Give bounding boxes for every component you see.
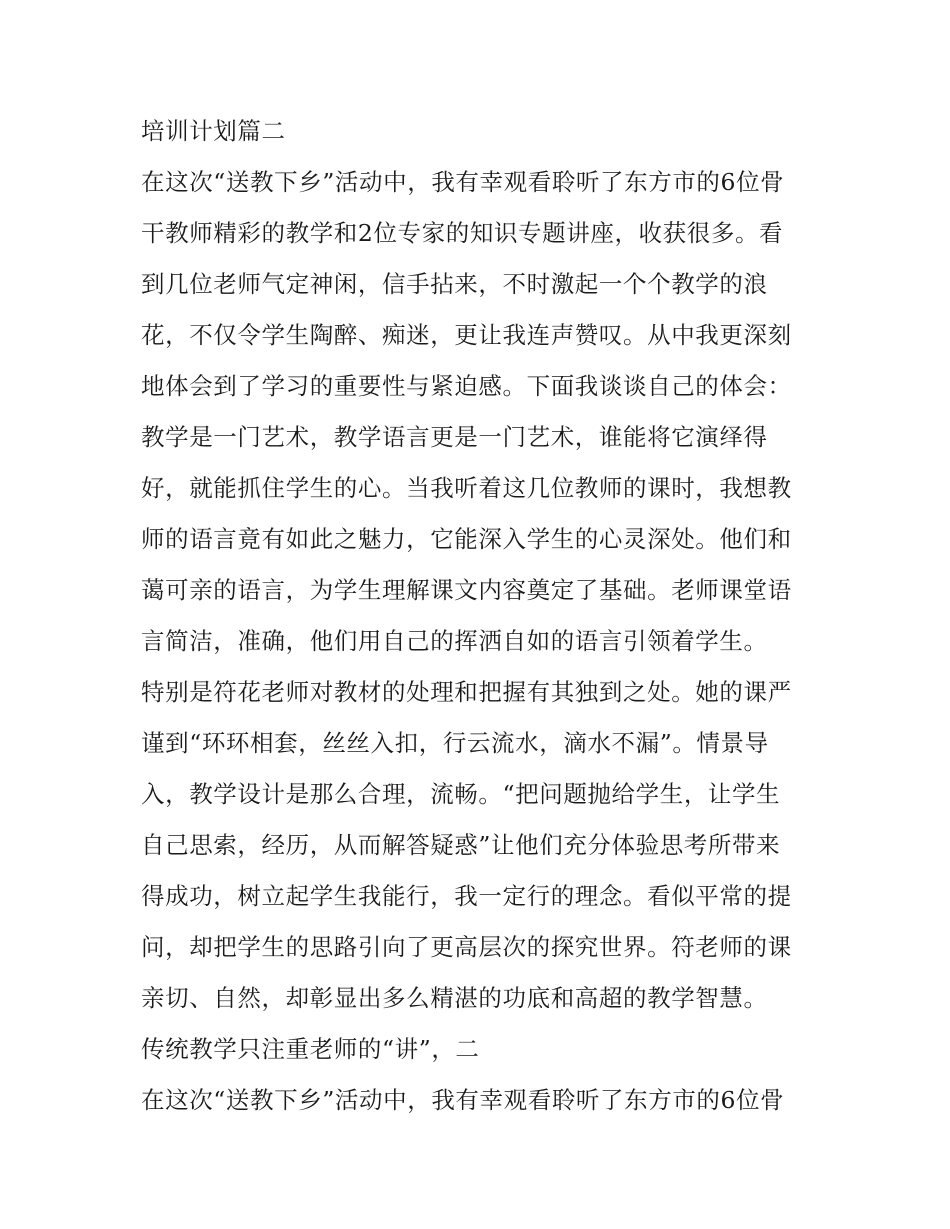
text-line: 自己思索，经历，从而解答疑惑”让他们充分体验思考所带来 — [141, 831, 781, 859]
text-line: 得成功，树立起学生我能行，我一定行的理念。看似平常的提 — [141, 882, 792, 910]
text-line: 在这次“送教下乡”活动中，我有幸观看聆听了东方市的6位骨 — [141, 168, 785, 196]
text-line: 谨到“环环相套，丝丝入扣，行云流水，滴水不漏”。情景导 — [141, 729, 769, 757]
text-line: 好，就能抓住学生的心。当我听着这几位教师的课时，我想教 — [141, 474, 792, 502]
text-line: 特别是符花老师对教材的处理和把握有其独到之处。她的课严 — [141, 678, 792, 706]
text-line: 蔼可亲的语言，为学生理解课文内容奠定了基础。老师课堂语 — [141, 576, 792, 604]
text-line: 花，不仅令学生陶醉、痴迷，更让我连声赞叹。从中我更深刻 — [141, 321, 792, 349]
document-body — [141, 106, 831, 1126]
text-line: 亲切、自然，却彰显出多么精湛的功底和高超的教学智慧。 — [141, 984, 768, 1012]
text-line: 言简洁，准确，他们用自己的挥洒自如的语言引领着学生。 — [141, 627, 768, 655]
text-line: 问，却把学生的思路引向了更高层次的探究世界。符老师的课 — [141, 933, 792, 961]
text-line: 在这次“送教下乡”活动中，我有幸观看聆听了东方市的6位骨 — [141, 1086, 785, 1114]
text-line: 教学是一门艺术，教学语言更是一门艺术，谁能将它演绎得 — [141, 423, 768, 451]
text-line: 入，教学设计是那么合理，流畅。“把问题抛给学生，让学生 — [141, 780, 781, 808]
text-line: 传统教学只注重老师的“讲”，二 — [141, 1035, 480, 1063]
text-line: 师的语言竟有如此之魅力，它能深入学生的心灵深处。他们和 — [141, 525, 792, 553]
text-line: 干教师精彩的教学和2位专家的知识专题讲座，收获很多。看 — [141, 219, 784, 247]
document-title: 培训计划篇二 — [141, 117, 286, 145]
text-line: 地体会到了学习的重要性与紧迫感。下面我谈谈自己的体会： — [141, 372, 792, 400]
text-line: 到几位老师气定神闲，信手拈来，不时激起一个个教学的浪 — [141, 270, 768, 298]
